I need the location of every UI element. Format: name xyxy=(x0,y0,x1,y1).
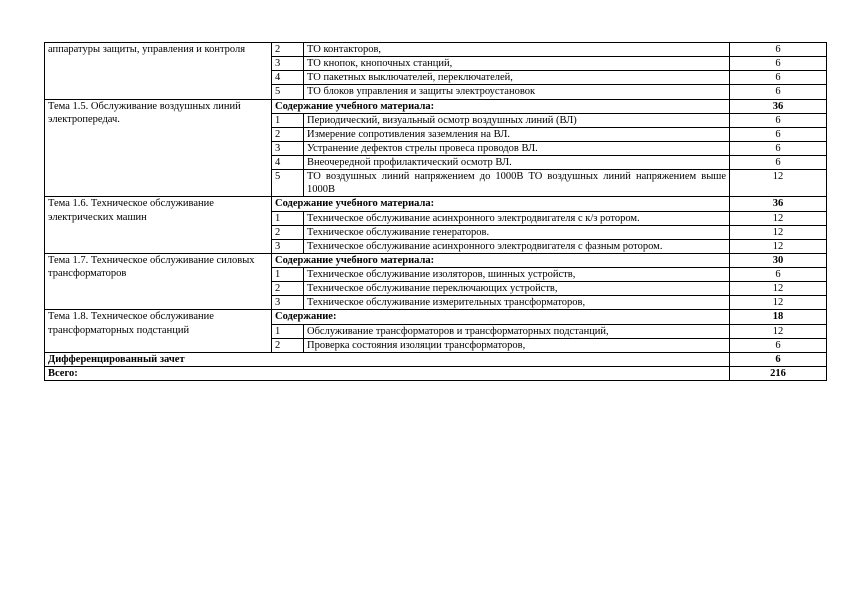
row-number: 2 xyxy=(272,127,304,141)
row-description: ТО контакторов, xyxy=(304,43,730,57)
row-number: 3 xyxy=(272,141,304,155)
topic-title: Тема 1.7. Техническое обслуживание силовых трансформаторов xyxy=(45,253,272,310)
row-hours: 12 xyxy=(730,211,827,225)
row-description: Обслуживание трансформаторов и трансформаторных подстанций, xyxy=(304,324,730,338)
summary-hours: 6 xyxy=(730,352,827,366)
topic-title: аппаратуры защиты, управления и контроля xyxy=(45,43,272,100)
row-number: 4 xyxy=(272,156,304,170)
section-row xyxy=(45,197,827,211)
row-number: 3 xyxy=(272,57,304,71)
row-hours: 6 xyxy=(730,71,827,85)
row-number: 1 xyxy=(272,113,304,127)
row-hours: 6 xyxy=(730,268,827,282)
row-hours: 6 xyxy=(730,57,827,71)
row-hours: 12 xyxy=(730,296,827,310)
content-label: Содержание учебного материала: xyxy=(272,253,730,267)
curriculum-table-body xyxy=(45,43,827,381)
topic-title: Тема 1.5. Обслуживание воздушных линий электропередач. xyxy=(45,99,272,197)
summary-label: Дифференцированный зачет xyxy=(45,352,730,366)
row-hours: 12 xyxy=(730,225,827,239)
row-description: Проверка состояния изоляции трансформаторов, xyxy=(304,338,730,352)
row-hours: 6 xyxy=(730,127,827,141)
row-hours: 12 xyxy=(730,170,827,197)
row-description: Техническое обслуживание измерительных трансформаторов, xyxy=(304,296,730,310)
content-hours: 18 xyxy=(730,310,827,324)
row-description: Периодический, визуальный осмотр воздушных линий (ВЛ) xyxy=(304,113,730,127)
row-number: 1 xyxy=(272,211,304,225)
row-hours: 6 xyxy=(730,113,827,127)
row-hours: 12 xyxy=(730,239,827,253)
row-number: 5 xyxy=(272,170,304,197)
row-hours: 6 xyxy=(730,156,827,170)
content-hours: 36 xyxy=(730,197,827,211)
section-row xyxy=(45,310,827,324)
row-description: ТО блоков управления и защиты электроустановок xyxy=(304,85,730,99)
row-hours: 6 xyxy=(730,338,827,352)
row-description: Техническое обслуживание переключающих устройств, xyxy=(304,282,730,296)
row-number: 3 xyxy=(272,239,304,253)
row-number: 4 xyxy=(272,71,304,85)
content-label: Содержание учебного материала: xyxy=(272,197,730,211)
section-row xyxy=(45,253,827,267)
summary-label: Всего: xyxy=(45,366,730,380)
row-description: ТО пакетных выключателей, переключателей, xyxy=(304,71,730,85)
row-hours: 6 xyxy=(730,85,827,99)
row-description: Техническое обслуживание асинхронного электродвигателя с фазным ротором. xyxy=(304,239,730,253)
row-description: Внеочередной профилактический осмотр ВЛ. xyxy=(304,156,730,170)
curriculum-table xyxy=(44,42,827,381)
row-number: 2 xyxy=(272,338,304,352)
content-label: Содержание: xyxy=(272,310,730,324)
row-description: ТО кнопок, кнопочных станций, xyxy=(304,57,730,71)
row-description: Устранение дефектов стрелы провеса проводов ВЛ. xyxy=(304,141,730,155)
row-number: 1 xyxy=(272,324,304,338)
content-hours: 36 xyxy=(730,99,827,113)
row-number: 1 xyxy=(272,268,304,282)
topic-title: Тема 1.6. Техническое обслуживание электрических машин xyxy=(45,197,272,254)
row-hours: 6 xyxy=(730,141,827,155)
row-description: Техническое обслуживание изоляторов, шинных устройств, xyxy=(304,268,730,282)
section-row xyxy=(45,43,827,57)
content-hours: 30 xyxy=(730,253,827,267)
row-number: 2 xyxy=(272,282,304,296)
row-number: 2 xyxy=(272,43,304,57)
summary-row xyxy=(45,352,827,366)
row-hours: 6 xyxy=(730,43,827,57)
content-label: Содержание учебного материала: xyxy=(272,99,730,113)
row-hours: 12 xyxy=(730,324,827,338)
row-number: 3 xyxy=(272,296,304,310)
row-description: Техническое обслуживание генераторов. xyxy=(304,225,730,239)
row-number: 2 xyxy=(272,225,304,239)
row-description: Техническое обслуживание асинхронного электродвигателя с к/з ротором. xyxy=(304,211,730,225)
row-number: 5 xyxy=(272,85,304,99)
row-description: ТО воздушных линий напряжением до 1000В ТО воздушных линий напряжением выше 1000В xyxy=(304,170,730,197)
section-row xyxy=(45,99,827,113)
row-hours: 12 xyxy=(730,282,827,296)
summary-row xyxy=(45,366,827,380)
topic-title: Тема 1.8. Техническое обслуживание трансформаторных подстанций xyxy=(45,310,272,352)
row-description: Измерение сопротивления заземления на ВЛ. xyxy=(304,127,730,141)
summary-hours: 216 xyxy=(730,366,827,380)
